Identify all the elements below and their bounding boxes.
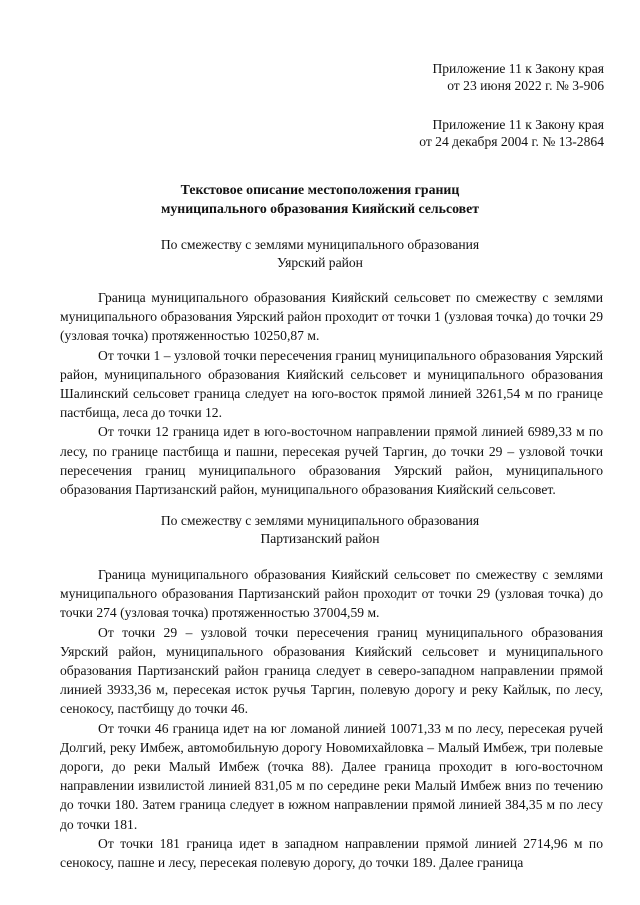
section-1-heading [0,236,640,272]
section-2-body [60,565,603,872]
paragraph: От точки 46 граница идет на юг ломаной линией 10071,33 м по лесу, пересекая ручей Долгий, реку Имбеж, автомобильную дорогу Новомихайловка – Малый Имбеж, три полевые дороги, до реки Малый Имбеж (точка 88). Далее граница проходит в юго-восточном направлении извилистой линией 831,05 м по середине реки Малый Имбеж вниз по течению до точки 180. Затем граница следует в южном направлении прямой линией 384,35 м по лесу до точки 181. [60,720,603,832]
paragraph: От точки 29 – узловой точки пересечения границ муниципального образования Уярский район, муниципального образования Кияйский сельсовет и муниципального образования Партизанский район граница следует в северо-западном направлении прямой линией 3933,36 м, пересекая исток ручья Таргин, полевую дорогу и реку Кайлык, по лесу, сенокосу, пастбищу до точки 46. [60,624,603,717]
section-1-body [60,288,603,499]
section-2-heading-line-1: По смежеству с землями муниципального образования [160,513,480,528]
header-line-4: от 24 декабря 2004 г. № 13-2864 [419,134,604,149]
header-line-3: Приложение 11 к Закону края [432,117,604,132]
paragraph: Граница муниципального образования Кияйский сельсовет по смежеству с землями муниципального образования Партизанский район проходит от точки 29 (узловая точка) до точки 274 (узловая точка) протяженностью 37004,59 м. [60,567,603,621]
paragraph: От точки 181 граница идет в западном направлении прямой линией 2714,96 м по сенокосу, пашне и лесу, пересекая полевую дорогу, до точки 189. Далее граница [60,835,603,871]
header-line-1: Приложение 11 к Закону края [432,61,604,76]
paragraph: От точки 1 – узловой точки пересечения границ муниципального образования Уярский район, муниципального образования Кияйский сельсовет и муниципального образования Шалинский сельсовет граница следует на юго-восток прямой линией 3261,54 м по границе пастбища, леса до точки 12. [60,347,603,421]
appendix-header [419,60,604,150]
section-1-heading-line-2: Уярский район [277,255,363,270]
title-line-2: муниципального образования Кияйский сельсовет [160,201,480,216]
paragraph: Граница муниципального образования Кияйский сельсовет по смежеству с землями муниципального образования Уярский район проходит от точки 1 (узловая точка) до точки 29 (узловая точка) протяженностью 10250,87 м. [60,290,603,344]
paragraph: От точки 12 граница идет в юго-восточном направлении прямой линией 6989,33 м по лесу, по границе пастбища и пашни, пересекая ручей Таргин, до точки 29 – узловой точки пересечения границ муниципального образования Уярский район, муниципального образования Партизанский район, муниципального образования Кияйский сельсовет. [60,424,603,498]
title-line-1: Текстовое описание местоположения границ [180,182,460,197]
document-title [0,180,640,218]
section-1-heading-line-1: По смежеству с землями муниципального образования [160,237,480,252]
header-line-2: от 23 июня 2022 г. № 3-906 [447,78,604,93]
section-2-heading [0,512,640,548]
section-2-heading-line-2: Партизанский район [260,531,380,546]
